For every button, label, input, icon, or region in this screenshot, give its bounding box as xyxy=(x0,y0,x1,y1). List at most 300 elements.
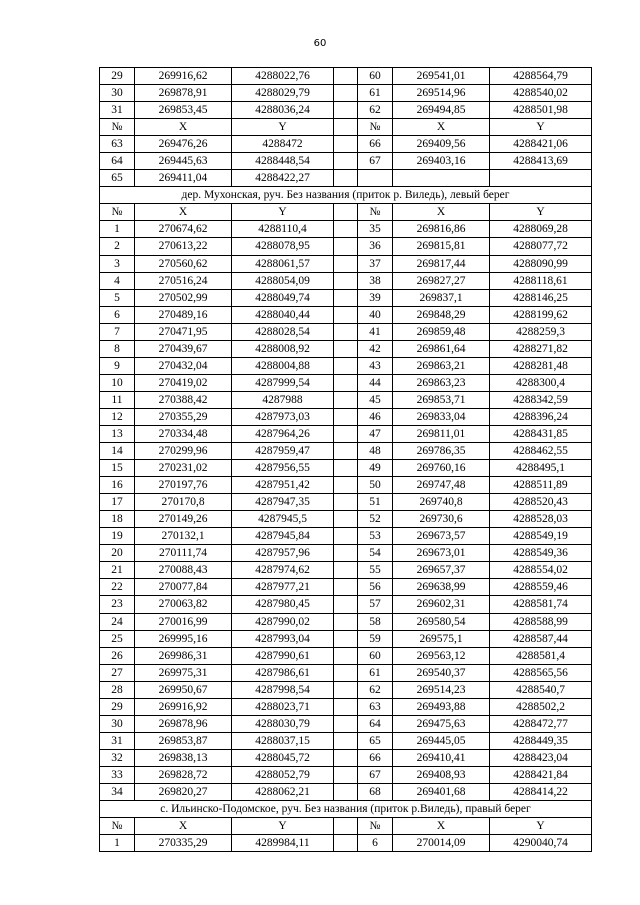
separator-cell xyxy=(334,528,358,545)
left-y: 4288008,92 xyxy=(232,340,334,357)
table-row xyxy=(100,68,592,85)
right-y: 4288449,35 xyxy=(490,732,592,749)
separator-cell xyxy=(334,783,358,800)
right-x: 269863,21 xyxy=(393,357,490,374)
left-x: 269878,91 xyxy=(135,85,232,102)
right-x: 269859,48 xyxy=(393,323,490,340)
separator-cell xyxy=(334,306,358,323)
left-y: 4287945,5 xyxy=(232,511,334,528)
left-point-number: 64 xyxy=(100,153,135,170)
right-y: 4288554,02 xyxy=(490,562,592,579)
left-y: 4288472 xyxy=(232,136,334,153)
left-point-number: 5 xyxy=(100,289,135,306)
table-row xyxy=(100,835,592,852)
right-point-number: 61 xyxy=(358,664,393,681)
table-row xyxy=(100,85,592,102)
separator-cell xyxy=(334,698,358,715)
table-row xyxy=(100,272,592,289)
left-y: 4288030,79 xyxy=(232,715,334,732)
left-point-number: 33 xyxy=(100,766,135,783)
left-y: 4288062,21 xyxy=(232,783,334,800)
right-point-number: 62 xyxy=(358,681,393,698)
separator-cell xyxy=(334,613,358,630)
right-x: 270014,09 xyxy=(393,835,490,852)
right-x: 269673,01 xyxy=(393,545,490,562)
header-right-x: X xyxy=(393,119,490,136)
left-y: 4287974,62 xyxy=(232,562,334,579)
table-row xyxy=(100,391,592,408)
table-row xyxy=(100,698,592,715)
table-row xyxy=(100,749,592,766)
right-y: 4288118,61 xyxy=(490,272,592,289)
left-y: 4287999,54 xyxy=(232,374,334,391)
right-y: 4288421,84 xyxy=(490,766,592,783)
left-point-number: 18 xyxy=(100,511,135,528)
separator-cell xyxy=(334,153,358,170)
table-row xyxy=(100,289,592,306)
separator-cell xyxy=(334,477,358,494)
left-x: 269820,27 xyxy=(135,783,232,800)
right-x: 269673,57 xyxy=(393,528,490,545)
header-right-point-number: № xyxy=(358,204,393,221)
right-x: 269541,01 xyxy=(393,68,490,85)
right-x: 269445,05 xyxy=(393,732,490,749)
right-y: 4288259,3 xyxy=(490,323,592,340)
left-y: 4289984,11 xyxy=(232,835,334,852)
left-y: 4288052,79 xyxy=(232,766,334,783)
right-x: 269760,16 xyxy=(393,460,490,477)
right-point-number: 52 xyxy=(358,511,393,528)
table-row xyxy=(100,715,592,732)
header-left-y: Y xyxy=(232,204,334,221)
left-point-number: 27 xyxy=(100,664,135,681)
left-x: 269476,26 xyxy=(135,136,232,153)
right-point-number: 64 xyxy=(358,715,393,732)
right-y: 4288581,74 xyxy=(490,596,592,613)
table-row xyxy=(100,443,592,460)
left-point-number: 9 xyxy=(100,357,135,374)
right-y: 4288588,99 xyxy=(490,613,592,630)
right-point-number: 50 xyxy=(358,477,393,494)
right-x: 269837,1 xyxy=(393,289,490,306)
left-point-number: 32 xyxy=(100,749,135,766)
table-row xyxy=(100,374,592,391)
left-y: 4288054,09 xyxy=(232,272,334,289)
table-row xyxy=(100,425,592,442)
left-y: 4288036,24 xyxy=(232,102,334,119)
left-x: 270674,62 xyxy=(135,221,232,238)
right-point-number: 67 xyxy=(358,153,393,170)
left-y: 4287956,55 xyxy=(232,460,334,477)
separator-cell xyxy=(334,204,358,221)
left-y: 4288004,88 xyxy=(232,357,334,374)
separator-cell xyxy=(334,340,358,357)
right-x: 269410,41 xyxy=(393,749,490,766)
right-point-number: 43 xyxy=(358,357,393,374)
table-header-row xyxy=(100,204,592,221)
right-point-number: 47 xyxy=(358,425,393,442)
left-y: 4287945,84 xyxy=(232,528,334,545)
right-point-number: 48 xyxy=(358,443,393,460)
right-x: 269540,37 xyxy=(393,664,490,681)
table-row xyxy=(100,170,592,187)
right-x: 269833,04 xyxy=(393,408,490,425)
right-y: 4288271,82 xyxy=(490,340,592,357)
header-right-y: Y xyxy=(490,818,592,835)
header-left-y: Y xyxy=(232,818,334,835)
separator-cell xyxy=(334,289,358,306)
right-x: 269827,27 xyxy=(393,272,490,289)
left-point-number: 13 xyxy=(100,425,135,442)
right-y: 4288565,56 xyxy=(490,664,592,681)
right-y: 4288423,04 xyxy=(490,749,592,766)
left-y: 4287988 xyxy=(232,391,334,408)
left-x: 270016,99 xyxy=(135,613,232,630)
separator-cell xyxy=(334,664,358,681)
right-point-number: 53 xyxy=(358,528,393,545)
right-point-number: 36 xyxy=(358,238,393,255)
table-row xyxy=(100,596,592,613)
section-caption: с. Ильинско-Подомское, руч. Без названия (приток р.Виледь), правый берег xyxy=(100,801,592,818)
right-point-number: 66 xyxy=(358,749,393,766)
left-x: 270231,02 xyxy=(135,460,232,477)
header-right-point-number: № xyxy=(358,119,393,136)
left-x: 269838,13 xyxy=(135,749,232,766)
left-x: 270489,16 xyxy=(135,306,232,323)
right-y: 4288077,72 xyxy=(490,238,592,255)
right-point-number: 42 xyxy=(358,340,393,357)
right-x: 269740,8 xyxy=(393,494,490,511)
right-point-number: 63 xyxy=(358,698,393,715)
left-y: 4287990,02 xyxy=(232,613,334,630)
table-row xyxy=(100,136,592,153)
separator-cell xyxy=(334,681,358,698)
left-x: 269878,96 xyxy=(135,715,232,732)
separator-cell xyxy=(334,374,358,391)
right-point-number: 66 xyxy=(358,136,393,153)
right-y: 4288396,24 xyxy=(490,408,592,425)
right-x: 269817,44 xyxy=(393,255,490,272)
table-row xyxy=(100,357,592,374)
left-y: 4287986,61 xyxy=(232,664,334,681)
right-x xyxy=(393,170,490,187)
left-point-number: 12 xyxy=(100,408,135,425)
left-y: 4288078,95 xyxy=(232,238,334,255)
left-point-number: 28 xyxy=(100,681,135,698)
left-y: 4288110,4 xyxy=(232,221,334,238)
left-point-number: 24 xyxy=(100,613,135,630)
left-x: 270355,29 xyxy=(135,408,232,425)
right-y: 4288495,1 xyxy=(490,460,592,477)
left-x: 270432,04 xyxy=(135,357,232,374)
left-point-number: 10 xyxy=(100,374,135,391)
right-point-number: 38 xyxy=(358,272,393,289)
right-y: 4288414,22 xyxy=(490,783,592,800)
table-row xyxy=(100,766,592,783)
left-x: 270077,84 xyxy=(135,579,232,596)
separator-cell xyxy=(334,102,358,119)
right-point-number: 60 xyxy=(358,647,393,664)
table-row xyxy=(100,630,592,647)
right-point-number: 67 xyxy=(358,766,393,783)
separator-cell xyxy=(334,391,358,408)
table-row xyxy=(100,408,592,425)
right-y: 4288587,44 xyxy=(490,630,592,647)
left-x: 269916,62 xyxy=(135,68,232,85)
right-y: 4288413,69 xyxy=(490,153,592,170)
left-point-number: 19 xyxy=(100,528,135,545)
left-point-number: 30 xyxy=(100,715,135,732)
table-row xyxy=(100,494,592,511)
header-left-point-number: № xyxy=(100,818,135,835)
left-point-number: 1 xyxy=(100,221,135,238)
separator-cell xyxy=(334,68,358,85)
right-point-number: 61 xyxy=(358,85,393,102)
table-row xyxy=(100,340,592,357)
header-left-y: Y xyxy=(232,119,334,136)
right-y: 4288581,4 xyxy=(490,647,592,664)
table-row xyxy=(100,511,592,528)
right-y: 4288559,46 xyxy=(490,579,592,596)
right-y: 4288421,06 xyxy=(490,136,592,153)
right-point-number: 56 xyxy=(358,579,393,596)
left-x: 270088,43 xyxy=(135,562,232,579)
right-y: 4288549,36 xyxy=(490,545,592,562)
separator-cell xyxy=(334,579,358,596)
separator-cell xyxy=(334,460,358,477)
right-point-number: 6 xyxy=(358,835,393,852)
separator-cell xyxy=(334,647,358,664)
right-y: 4288511,89 xyxy=(490,477,592,494)
right-x: 269408,93 xyxy=(393,766,490,783)
separator-cell xyxy=(334,766,358,783)
header-left-x: X xyxy=(135,204,232,221)
right-x: 269493,88 xyxy=(393,698,490,715)
left-y: 4287998,54 xyxy=(232,681,334,698)
right-point-number: 37 xyxy=(358,255,393,272)
right-y: 4288520,43 xyxy=(490,494,592,511)
left-point-number: 31 xyxy=(100,732,135,749)
left-point-number: 15 xyxy=(100,460,135,477)
left-x: 270388,42 xyxy=(135,391,232,408)
right-point-number: 60 xyxy=(358,68,393,85)
left-x: 270335,29 xyxy=(135,835,232,852)
left-y: 4288049,74 xyxy=(232,289,334,306)
right-point-number: 35 xyxy=(358,221,393,238)
table-header-row xyxy=(100,119,592,136)
right-y: 4288549,19 xyxy=(490,528,592,545)
left-y: 4287957,96 xyxy=(232,545,334,562)
table-row xyxy=(100,562,592,579)
left-x: 270132,1 xyxy=(135,528,232,545)
table-row xyxy=(100,579,592,596)
right-y: 4288462,55 xyxy=(490,443,592,460)
table-row xyxy=(100,545,592,562)
separator-cell xyxy=(334,255,358,272)
header-left-point-number: № xyxy=(100,204,135,221)
separator-cell xyxy=(334,596,358,613)
left-point-number: 22 xyxy=(100,579,135,596)
right-y: 4288342,59 xyxy=(490,391,592,408)
right-x: 269563,12 xyxy=(393,647,490,664)
separator-cell xyxy=(334,732,358,749)
header-right-x: X xyxy=(393,204,490,221)
table-row xyxy=(100,460,592,477)
table-row xyxy=(100,783,592,800)
left-x: 270560,62 xyxy=(135,255,232,272)
left-point-number: 31 xyxy=(100,102,135,119)
header-right-x: X xyxy=(393,818,490,835)
right-point-number: 58 xyxy=(358,613,393,630)
left-x: 270471,95 xyxy=(135,323,232,340)
separator-cell xyxy=(334,323,358,340)
right-point-number: 68 xyxy=(358,783,393,800)
left-y: 4288037,15 xyxy=(232,732,334,749)
right-x: 269602,31 xyxy=(393,596,490,613)
left-x: 269411,04 xyxy=(135,170,232,187)
left-y: 4288045,72 xyxy=(232,749,334,766)
left-point-number: 11 xyxy=(100,391,135,408)
separator-cell xyxy=(334,562,358,579)
separator-cell xyxy=(334,221,358,238)
left-x: 270111,74 xyxy=(135,545,232,562)
right-point-number: 57 xyxy=(358,596,393,613)
left-x: 270439,67 xyxy=(135,340,232,357)
left-x: 270502,99 xyxy=(135,289,232,306)
right-x: 269747,48 xyxy=(393,477,490,494)
table-row xyxy=(100,323,592,340)
header-right-y: Y xyxy=(490,119,592,136)
table-row xyxy=(100,477,592,494)
right-point-number: 54 xyxy=(358,545,393,562)
left-y: 4287990,61 xyxy=(232,647,334,664)
right-point-number: 55 xyxy=(358,562,393,579)
right-x: 269401,68 xyxy=(393,783,490,800)
left-point-number: 25 xyxy=(100,630,135,647)
right-x: 269475,63 xyxy=(393,715,490,732)
left-x: 269853,45 xyxy=(135,102,232,119)
left-x: 269853,87 xyxy=(135,732,232,749)
left-point-number: 23 xyxy=(100,596,135,613)
separator-cell xyxy=(334,630,358,647)
left-y: 4288023,71 xyxy=(232,698,334,715)
separator-cell xyxy=(334,357,358,374)
separator-cell xyxy=(334,443,358,460)
coordinates-table-body xyxy=(100,68,592,852)
table-row xyxy=(100,255,592,272)
right-point-number: 41 xyxy=(358,323,393,340)
right-y: 4288300,4 xyxy=(490,374,592,391)
table-row xyxy=(100,528,592,545)
left-x: 270419,02 xyxy=(135,374,232,391)
right-point-number: 49 xyxy=(358,460,393,477)
left-point-number: 14 xyxy=(100,443,135,460)
left-y: 4288040,44 xyxy=(232,306,334,323)
left-y: 4287977,21 xyxy=(232,579,334,596)
right-x: 269409,56 xyxy=(393,136,490,153)
right-x: 269403,16 xyxy=(393,153,490,170)
right-x: 269514,96 xyxy=(393,85,490,102)
left-point-number: 65 xyxy=(100,170,135,187)
table-row xyxy=(100,238,592,255)
left-point-number: 29 xyxy=(100,68,135,85)
right-point-number: 40 xyxy=(358,306,393,323)
left-x: 270334,48 xyxy=(135,425,232,442)
right-y: 4288528,03 xyxy=(490,511,592,528)
left-y: 4287951,42 xyxy=(232,477,334,494)
header-left-x: X xyxy=(135,818,232,835)
table-row xyxy=(100,221,592,238)
left-x: 270149,26 xyxy=(135,511,232,528)
right-y: 4288502,2 xyxy=(490,698,592,715)
left-x: 269445,63 xyxy=(135,153,232,170)
left-y: 4287947,35 xyxy=(232,494,334,511)
right-point-number: 65 xyxy=(358,732,393,749)
left-point-number: 63 xyxy=(100,136,135,153)
right-y: 4288090,99 xyxy=(490,255,592,272)
left-y: 4288422,27 xyxy=(232,170,334,187)
table-row xyxy=(100,153,592,170)
left-y: 4287964,26 xyxy=(232,425,334,442)
left-y: 4288029,79 xyxy=(232,85,334,102)
section-caption-row xyxy=(100,801,592,818)
left-y: 4287959,47 xyxy=(232,443,334,460)
left-point-number: 20 xyxy=(100,545,135,562)
right-y: 4288281,48 xyxy=(490,357,592,374)
right-x: 269786,35 xyxy=(393,443,490,460)
section-caption: дер. Мухонская, руч. Без названия (приток р. Виледь), левый берег xyxy=(100,187,592,204)
separator-cell xyxy=(334,238,358,255)
right-x: 269580,54 xyxy=(393,613,490,630)
table-row xyxy=(100,664,592,681)
left-x: 269975,31 xyxy=(135,664,232,681)
left-x: 269986,31 xyxy=(135,647,232,664)
left-point-number: 30 xyxy=(100,85,135,102)
separator-cell xyxy=(334,408,358,425)
separator-cell xyxy=(334,136,358,153)
separator-cell xyxy=(334,749,358,766)
left-point-number: 8 xyxy=(100,340,135,357)
separator-cell xyxy=(334,545,358,562)
right-x: 269853,71 xyxy=(393,391,490,408)
table-header-row xyxy=(100,818,592,835)
left-y: 4287973,03 xyxy=(232,408,334,425)
left-point-number: 17 xyxy=(100,494,135,511)
right-point-number: 59 xyxy=(358,630,393,647)
table-row xyxy=(100,681,592,698)
right-y: 4288540,7 xyxy=(490,681,592,698)
left-point-number: 21 xyxy=(100,562,135,579)
separator-cell xyxy=(334,85,358,102)
right-y: 4288146,25 xyxy=(490,289,592,306)
left-y: 4287993,04 xyxy=(232,630,334,647)
right-y: 4288431,85 xyxy=(490,425,592,442)
left-y: 4288028,54 xyxy=(232,323,334,340)
separator-cell xyxy=(334,425,358,442)
right-point-number: 62 xyxy=(358,102,393,119)
header-right-point-number: № xyxy=(358,818,393,835)
left-x: 270197,76 xyxy=(135,477,232,494)
right-x: 269730,6 xyxy=(393,511,490,528)
left-x: 270063,82 xyxy=(135,596,232,613)
header-right-y: Y xyxy=(490,204,592,221)
right-y: 4288069,28 xyxy=(490,221,592,238)
left-x: 269916,92 xyxy=(135,698,232,715)
table-row xyxy=(100,732,592,749)
header-left-point-number: № xyxy=(100,119,135,136)
right-x: 269638,99 xyxy=(393,579,490,596)
left-point-number: 2 xyxy=(100,238,135,255)
